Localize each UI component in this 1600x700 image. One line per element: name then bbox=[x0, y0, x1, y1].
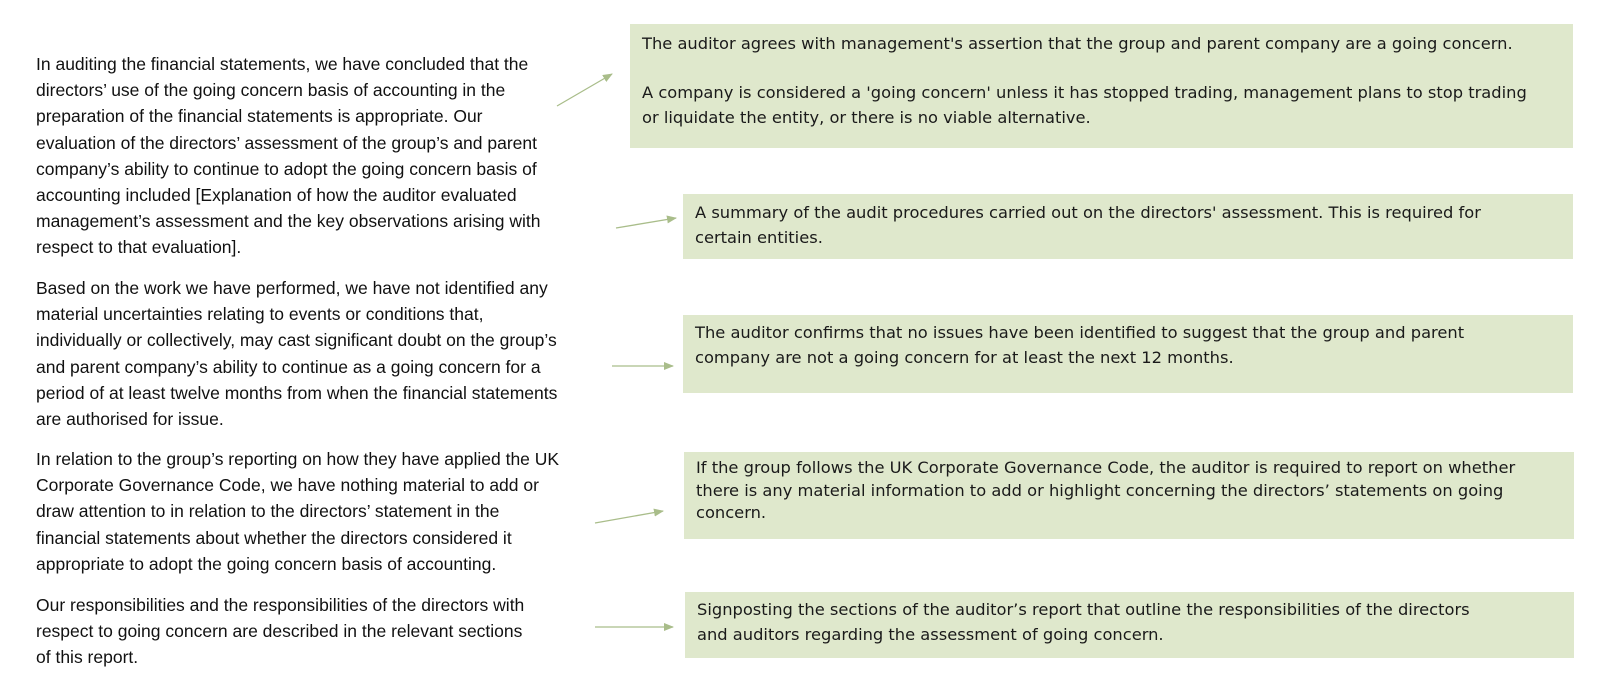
annotation-text-governance-code: If the group follows the UK Corporate Governance Code, the auditor is required to report on whether there is any material information to add or highlight concerning the directors’ statements on going concern. bbox=[696, 458, 1516, 522]
report-paragraph-going-concern-conclusion: In auditing the financial statements, we have concluded that the directors’ use of the going concern basis of accounting in the preparation of the financial statements is appropriate. Our evaluation of the directors’ assessment of the group’s and parent company’s ability to continue to adopt the going concern basis of accounting included [Explanation of how the auditor evaluated management’s assessment and the key observations arising with respect to that evaluation]. bbox=[36, 54, 541, 258]
report-paragraph-responsibilities: Our responsibilities and the responsibilities of the directors with respect to going concern are described in the relevant sections of this report. bbox=[36, 595, 525, 668]
annotation-text-signposting: Signposting the sections of the auditor’s report that outline the responsibilities of the directors and auditors regarding the assessment of going concern. bbox=[697, 600, 1470, 644]
annotation-text-going-concern: The auditor agrees with management's assertion that the group and parent company are a going concern. A company is considered a 'going concern' unless it has stopped trading, management plans to stop trading or liquidate the entity, or there is no viable alternative. bbox=[642, 34, 1527, 127]
arrow-to-audit-procedures-note bbox=[616, 218, 676, 228]
report-paragraph-no-material-uncertainty: Based on the work we have performed, we have not identified any material uncertainties relating to events or conditions that, individually or collectively, may cast significant doubt on the group’s and parent company’s ability to continue as a going concern for a period of at least twelve months from when the financial statements are authorised for issue. bbox=[36, 278, 558, 430]
annotation-text-no-issues: The auditor confirms that no issues have been identified to suggest that the group and parent company are not a going concern for at least the next 12 months. bbox=[695, 323, 1465, 367]
arrow-to-governance-code-note bbox=[595, 511, 663, 523]
arrow-to-going-concern-note bbox=[557, 74, 612, 106]
annotation-text-audit-procedures: A summary of the audit procedures carried out on the directors' assessment. This is required for certain entities. bbox=[695, 203, 1481, 247]
report-paragraph-corporate-governance-code: In relation to the group’s reporting on how they have applied the UK Corporate Governance Code, we have nothing material to add or draw attention to in relation to the directors’ statement in the financial statements about whether the directors considered it appropriate to adopt the going concern basis of accounting. bbox=[36, 449, 560, 574]
